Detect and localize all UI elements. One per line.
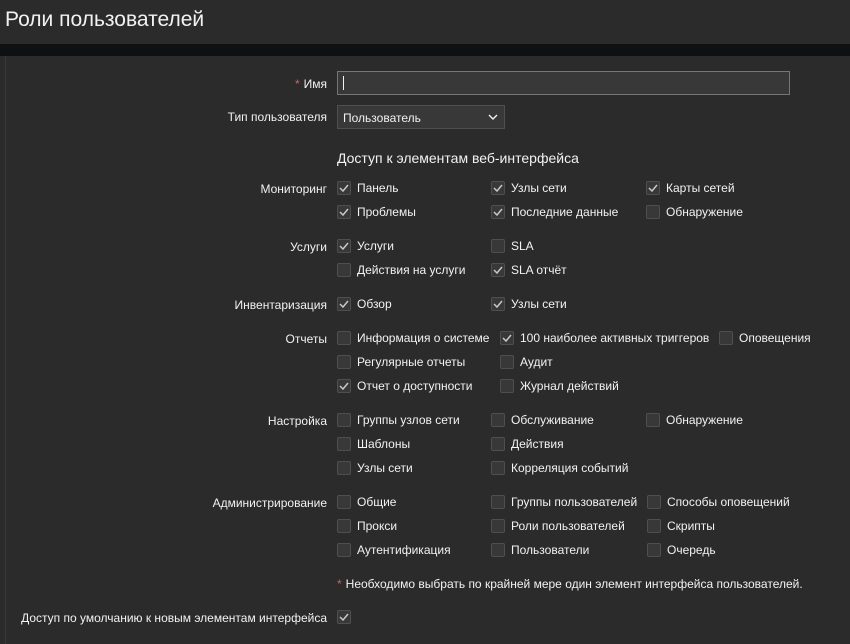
checkmark-icon [339, 382, 349, 390]
checkbox-box [491, 543, 505, 557]
name-label-text: Имя [303, 77, 327, 91]
checkbox-box [337, 413, 351, 427]
checkbox-label: Скрипты [667, 519, 715, 533]
checkbox-box [337, 519, 351, 533]
access-checkbox[interactable] [337, 495, 396, 509]
checkmark-icon [493, 300, 503, 308]
checkmark-icon [339, 184, 349, 192]
checkbox-box [646, 205, 660, 219]
access-checkbox[interactable] [491, 205, 618, 219]
access-checkbox[interactable] [647, 543, 716, 557]
access-checkbox[interactable] [337, 263, 466, 277]
checkbox-box [337, 263, 351, 277]
checkbox-label: Узлы сети [357, 461, 413, 475]
checkbox-box [337, 437, 351, 451]
checkbox-label: Пользователи [511, 543, 590, 557]
checkbox-box [337, 461, 351, 475]
checkbox-box [491, 413, 505, 427]
requirement-note-text: Необходимо выбрать по крайней мере один элемент интерфейса пользователей. [345, 577, 803, 591]
checkbox-label: Информация о системе [357, 331, 490, 345]
checkbox-box [491, 263, 505, 277]
access-checkbox[interactable] [500, 331, 709, 345]
access-checkbox[interactable] [500, 379, 619, 393]
checkbox-label: Журнал действий [520, 379, 619, 393]
access-checkbox[interactable] [337, 205, 416, 219]
checkbox-label: Обнаружение [666, 205, 743, 219]
access-checkbox[interactable] [646, 181, 735, 195]
checkbox-label: Группы пользователей [511, 495, 638, 509]
checkbox-box [491, 495, 505, 509]
checkbox-label: Очередь [667, 543, 716, 557]
access-checkbox[interactable] [491, 263, 567, 277]
checkmark-icon [493, 266, 503, 274]
checkbox-box [491, 437, 505, 451]
checkbox-box [647, 519, 661, 533]
checkbox-box [491, 461, 505, 475]
checkbox-box [646, 181, 660, 195]
checkbox-box [491, 239, 505, 253]
checkmark-icon [339, 208, 349, 216]
checkbox-box [500, 331, 514, 345]
requirement-note [337, 577, 803, 591]
access-checkbox[interactable] [491, 437, 564, 451]
user-type-select[interactable] [337, 105, 505, 129]
access-checkbox[interactable] [719, 331, 811, 345]
access-checkbox[interactable] [500, 355, 553, 369]
group-label: Отчеты [285, 332, 327, 346]
checkbox-box [337, 379, 351, 393]
checkbox-label: Общие [357, 495, 397, 509]
access-checkbox[interactable] [491, 181, 567, 195]
checkbox-label: Отчет о доступности [357, 379, 473, 393]
access-checkbox[interactable] [337, 543, 451, 557]
checkbox-label: 100 наиболее активных триггеров [520, 331, 710, 345]
checkbox-label: Карты сетей [666, 181, 735, 195]
chevron-down-icon [488, 114, 498, 121]
checkbox-label: Панель [357, 181, 399, 195]
user-type-label: Тип пользователя [227, 110, 327, 124]
access-checkbox[interactable] [337, 239, 394, 253]
group-label: Настройка [267, 414, 327, 428]
checkbox-label: Действия на услуги [357, 263, 466, 277]
checkbox-label: Оповещения [739, 331, 811, 345]
checkbox-box [491, 297, 505, 311]
access-checkbox[interactable] [337, 297, 392, 311]
access-checkbox[interactable] [646, 413, 743, 427]
access-checkbox[interactable] [647, 495, 790, 509]
checkbox-label: Аудит [520, 355, 553, 369]
access-checkbox[interactable] [647, 519, 715, 533]
checkbox-label: Проблемы [357, 205, 416, 219]
checkbox-box [337, 331, 351, 345]
required-asterisk: * [294, 77, 300, 91]
checkmark-icon [648, 184, 658, 192]
group-label: Инвентаризация [234, 298, 327, 312]
checkmark-icon [339, 300, 349, 308]
checkbox-box [500, 379, 514, 393]
access-checkbox[interactable] [646, 205, 743, 219]
checkbox-label: Услуги [357, 239, 394, 253]
access-checkbox[interactable] [337, 519, 397, 533]
access-checkbox[interactable] [337, 379, 473, 393]
checkbox-label: Регулярные отчеты [357, 355, 466, 369]
header-divider [0, 44, 850, 56]
checkbox-label: Шаблоны [357, 437, 411, 451]
access-checkbox[interactable] [337, 413, 460, 427]
page-header [0, 0, 850, 44]
checkbox-label: SLA отчёт [511, 263, 567, 277]
checkbox-box [491, 181, 505, 195]
checkbox-label: Корреляция событий [511, 461, 629, 475]
access-checkbox[interactable] [491, 519, 625, 533]
checkbox-box [647, 495, 661, 509]
access-checkbox[interactable] [491, 413, 594, 427]
checkmark-icon [493, 184, 503, 192]
checkbox-box [647, 543, 661, 557]
access-checkbox[interactable] [337, 461, 413, 475]
checkbox-label: Аутентификация [357, 543, 451, 557]
checkbox-label: Обзор [357, 297, 392, 311]
checkbox-box [337, 543, 351, 557]
checkbox-box [646, 413, 660, 427]
default-access-checkbox[interactable] [337, 610, 357, 624]
checkbox-box [719, 331, 733, 345]
checkbox-box [491, 519, 505, 533]
checkbox-label: Способы оповещений [667, 495, 790, 509]
access-checkbox[interactable] [337, 437, 410, 451]
checkbox-box [337, 181, 351, 195]
access-checkbox[interactable] [337, 355, 465, 369]
access-checkbox[interactable] [491, 461, 628, 475]
access-checkbox[interactable] [491, 297, 567, 311]
checkbox-label: Узлы сети [511, 297, 567, 311]
checkmark-icon [339, 242, 349, 250]
checkbox-box [337, 239, 351, 253]
access-checkbox[interactable] [491, 239, 534, 253]
access-checkbox[interactable] [337, 331, 489, 345]
checkbox-label: Обслуживание [511, 413, 594, 427]
required-asterisk: * [337, 577, 342, 591]
access-checkbox[interactable] [337, 181, 398, 195]
default-access-label: Доступ по умолчанию к новым элементам интерфейса [21, 611, 327, 625]
name-input[interactable] [337, 71, 790, 95]
checkbox-label: Роли пользователей [511, 519, 625, 533]
checkmark-icon [493, 208, 503, 216]
checkbox-box [337, 297, 351, 311]
checkbox-label: SLA [511, 239, 534, 253]
name-label [295, 77, 327, 91]
checkbox-label: Группы узлов сети [357, 413, 460, 427]
checkbox-box [337, 610, 351, 624]
checkbox-label: Обнаружение [666, 413, 743, 427]
access-checkbox[interactable] [491, 543, 589, 557]
group-label: Администрирование [212, 496, 327, 510]
checkbox-box [337, 205, 351, 219]
access-checkbox[interactable] [491, 495, 637, 509]
checkbox-label: Узлы сети [511, 181, 567, 195]
checkmark-icon [502, 334, 512, 342]
checkbox-label: Последние данные [511, 205, 619, 219]
checkbox-label: Действия [511, 437, 564, 451]
checkbox-box [491, 205, 505, 219]
checkbox-box [337, 495, 351, 509]
checkbox-box [500, 355, 514, 369]
checkbox-label: Прокси [357, 519, 398, 533]
user-type-selected: Пользователь [343, 111, 421, 125]
ui-access-title: Доступ к элементам веб-интерфейса [337, 150, 579, 166]
checkbox-box [337, 355, 351, 369]
text-cursor [343, 76, 344, 90]
page-title: Роли пользователей [5, 8, 205, 31]
checkmark-icon [339, 613, 349, 621]
group-label: Мониторинг [260, 182, 327, 196]
group-label: Услуги [290, 240, 327, 254]
